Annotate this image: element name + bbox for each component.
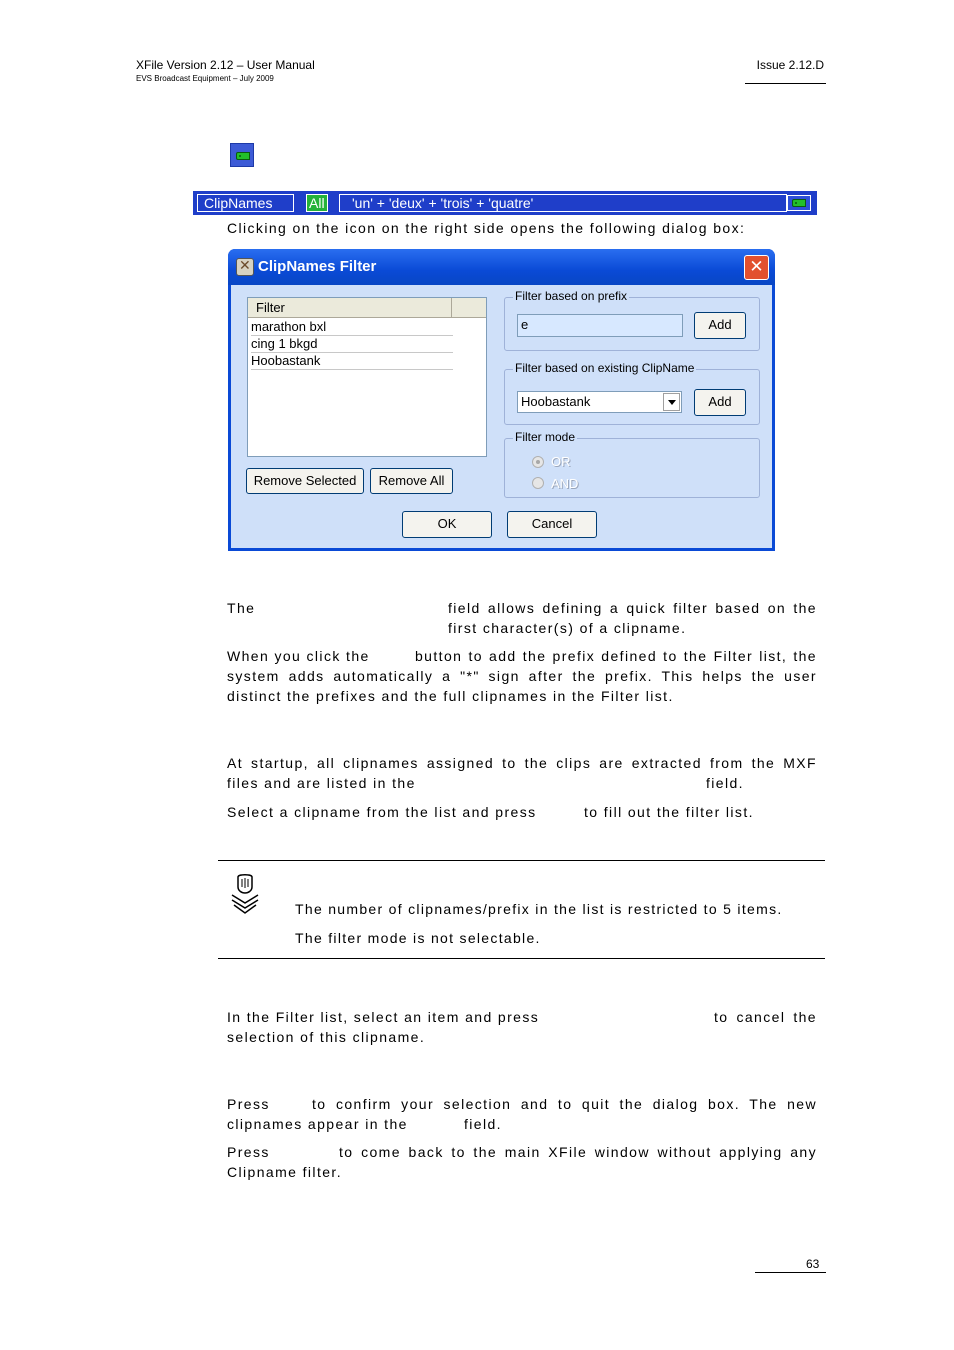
- page-number: 63: [806, 1257, 820, 1271]
- clipnames-label: ClipNames: [197, 194, 294, 212]
- all-toggle-button[interactable]: All: [306, 194, 328, 212]
- paragraph-select-rest: to fill out the filter list.: [584, 804, 754, 820]
- list-item[interactable]: cing 1 bkgd: [251, 336, 453, 353]
- clipnames-filter-dialog: [228, 249, 775, 551]
- dialog-app-icon: [236, 258, 254, 276]
- startup-field-text: field.: [706, 775, 744, 791]
- mode-and-label: AND: [551, 476, 579, 491]
- paragraph-add-rest: button to add the prefix defined to the Filter list, the system adds automatically a "*" sign after the prefix. This helps the user distinct the prefixes and the full clipnames in the Filter list.: [227, 648, 817, 704]
- mode-or-label: OR: [551, 454, 571, 469]
- dialog-title: ClipNames Filter: [258, 258, 377, 275]
- note-rule-bottom: [218, 958, 825, 959]
- document-title: XFile Version 2.12 – User Manual: [136, 58, 315, 72]
- clipnames-bar: [193, 191, 817, 215]
- paragraph-ok-field: field.: [464, 1116, 502, 1132]
- header-rule: [745, 83, 826, 84]
- add-existing-button[interactable]: Add: [694, 389, 746, 416]
- clipnames-expression-field[interactable]: 'un' + 'deux' + 'trois' + 'quatre': [339, 194, 787, 212]
- existing-clipname-value: Hoobastank: [521, 394, 591, 409]
- prefix-group-label: Filter based on prefix: [515, 289, 628, 303]
- ok-button[interactable]: OK: [402, 511, 492, 538]
- paragraph-ok-start: Press: [227, 1096, 270, 1112]
- remove-all-button[interactable]: Remove All: [370, 468, 453, 494]
- add-prefix-button[interactable]: Add: [694, 312, 746, 339]
- note-text-1: The number of clipnames/prefix in the list is restricted to 5 items.: [295, 901, 783, 917]
- tag-icon: [236, 152, 250, 160]
- filter-list-header: [248, 298, 486, 318]
- list-item[interactable]: marathon bxl: [251, 319, 453, 336]
- remove-selected-button[interactable]: Remove Selected: [246, 468, 364, 494]
- dialog-title-bar[interactable]: [228, 249, 775, 285]
- issue-number: Issue 2.12.D: [756, 58, 824, 72]
- mode-and-radio[interactable]: [532, 477, 544, 489]
- text-the: The: [227, 600, 256, 616]
- prefix-group: [504, 289, 760, 351]
- paragraph-remove-rest: to cancel the selection of this clipname.: [227, 1009, 817, 1045]
- filter-mode-group-label: Filter mode: [515, 430, 576, 444]
- close-button[interactable]: ✕: [744, 255, 769, 280]
- prefix-input[interactable]: e: [517, 314, 683, 337]
- note-rule-top: [218, 860, 825, 861]
- filter-mode-group: [504, 430, 760, 498]
- startup-text: At startup, all clipnames assigned to the clips are extracted from the MXF files and are listed in the: [227, 755, 817, 791]
- dialog-body: [231, 285, 772, 548]
- clipname-tag-icon[interactable]: [230, 143, 254, 167]
- tag-icon: [792, 199, 806, 207]
- existing-clipname-group: [504, 361, 760, 425]
- existing-clipname-group-label: Filter based on existing ClipName: [515, 361, 695, 375]
- intro-text: Clicking on the icon on the right side opens the following dialog box:: [227, 220, 746, 236]
- document-subtitle: EVS Broadcast Equipment – July 2009: [136, 74, 274, 83]
- paragraph-cancel-rest: to come back to the main XFile window without applying any Clipname filter.: [227, 1144, 817, 1180]
- mode-or-radio[interactable]: [532, 456, 544, 468]
- cancel-button[interactable]: Cancel: [507, 511, 597, 538]
- paragraph-remove-start: In the Filter list, select an item and press: [227, 1009, 540, 1025]
- note-text-2: The filter mode is not selectable.: [295, 930, 541, 946]
- footer-rule: [755, 1272, 826, 1273]
- note-icon: [228, 873, 264, 915]
- paragraph-select-start: Select a clipname from the list and press: [227, 804, 537, 820]
- chevron-down-icon[interactable]: [663, 393, 680, 411]
- filter-column-header[interactable]: Filter: [248, 298, 452, 317]
- paragraph-add-start: When you click the: [227, 648, 370, 664]
- open-filter-button[interactable]: [787, 195, 811, 211]
- list-item[interactable]: Hoobastank: [251, 353, 453, 370]
- paragraph-cancel-start: Press: [227, 1144, 270, 1160]
- paragraph-ok-rest: to confirm your selection and to quit the dialog box. The new clipnames appear in the: [227, 1096, 817, 1132]
- paragraph-prefix-rest: field allows defining a quick filter based on the first character(s) of a clipname.: [448, 600, 817, 636]
- existing-clipname-dropdown[interactable]: [517, 391, 682, 413]
- filter-list[interactable]: [247, 297, 487, 457]
